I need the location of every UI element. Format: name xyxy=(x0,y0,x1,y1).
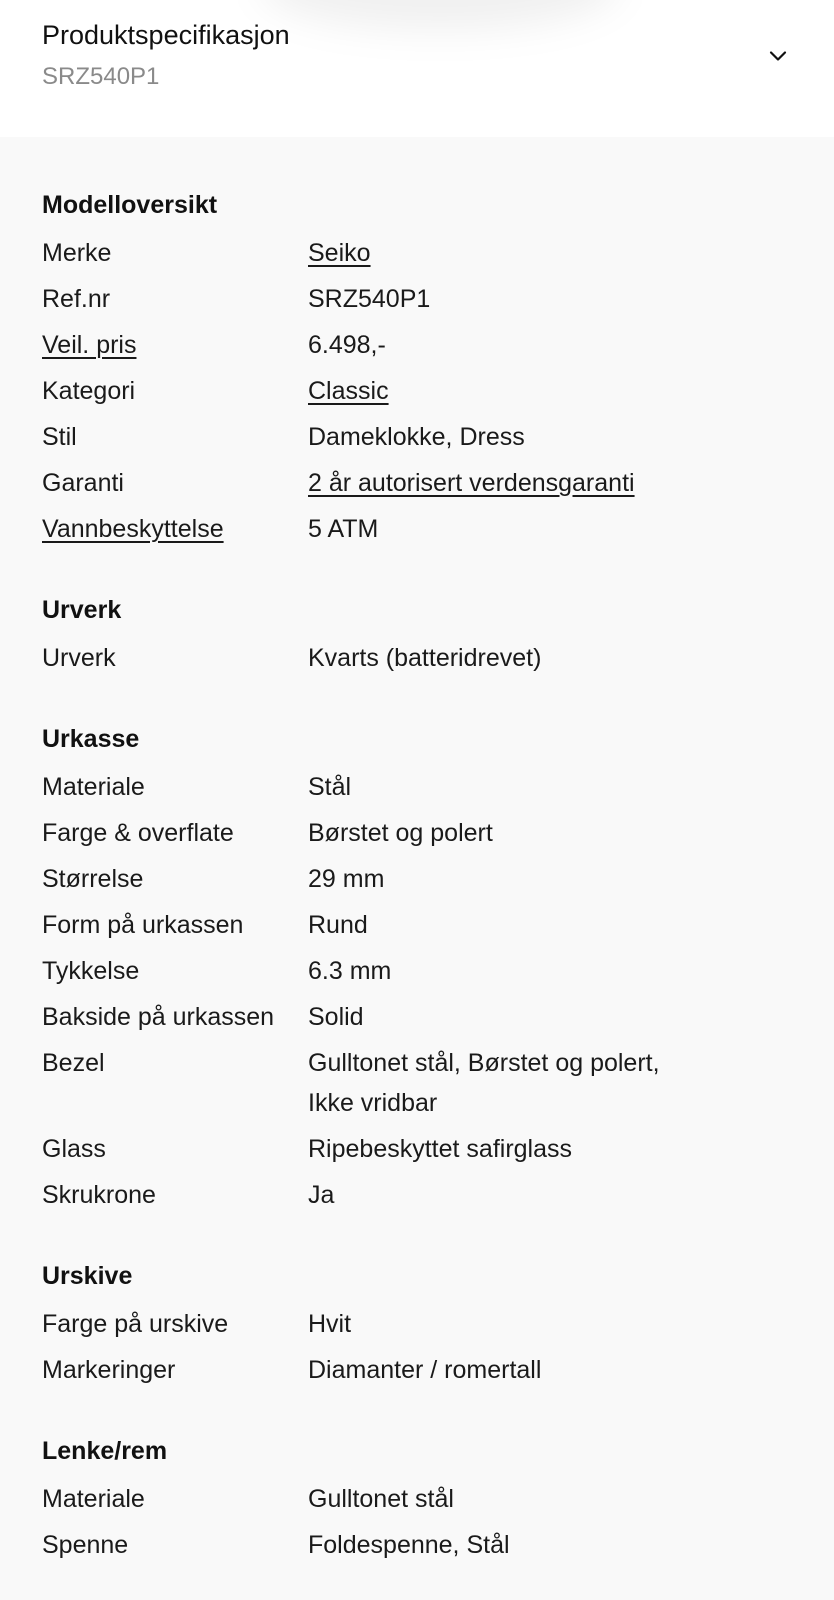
section-urskive xyxy=(42,1261,792,1390)
spec-label-cell xyxy=(42,463,308,503)
spec-row-farge-pa-urskive xyxy=(42,1304,792,1344)
spec-row-storrelse xyxy=(42,859,792,899)
spec-value[interactable]: Classic xyxy=(308,377,389,405)
spec-label: Farge & overflate xyxy=(42,819,234,847)
spec-row-kategori xyxy=(42,371,792,411)
spec-label: Stil xyxy=(42,423,77,451)
spec-value-cell xyxy=(308,997,698,1037)
spec-label-cell xyxy=(42,1350,308,1390)
spec-row-urverk xyxy=(42,638,792,678)
section-modelloversikt xyxy=(42,190,792,549)
spec-row-veil-pris xyxy=(42,325,792,365)
spec-value[interactable]: Seiko xyxy=(308,239,371,267)
spec-value-cell xyxy=(308,1479,698,1519)
spec-value: Kvarts (batteridrevet) xyxy=(308,644,542,672)
section-urkasse xyxy=(42,724,792,1215)
spec-value-cell xyxy=(308,951,698,991)
header-title: Produktspecifikasjon xyxy=(42,20,290,50)
spec-label: Bezel xyxy=(42,1049,105,1077)
spec-value: Solid xyxy=(308,1003,364,1031)
spec-value-cell xyxy=(308,1525,698,1565)
spec-label-cell xyxy=(42,371,308,411)
spec-row-skrukrone xyxy=(42,1175,792,1215)
spec-label: Farge på urskive xyxy=(42,1310,229,1338)
spec-value-cell xyxy=(308,905,698,945)
spec-value: SRZ540P1 xyxy=(308,285,431,313)
spec-label[interactable]: Vannbeskyttelse xyxy=(42,515,224,543)
spec-label-cell xyxy=(42,1175,308,1215)
spec-label-cell xyxy=(42,417,308,457)
spec-label: Kategori xyxy=(42,377,136,405)
spec-label-cell xyxy=(42,509,308,549)
spec-label: Materiale xyxy=(42,773,145,801)
spec-value-cell xyxy=(308,859,698,899)
spec-row-stil xyxy=(42,417,792,457)
spec-label-cell xyxy=(42,997,308,1037)
spec-label: Materiale xyxy=(42,1485,145,1513)
spec-value: Dameklokke, Dress xyxy=(308,423,525,451)
spec-row-tykkelse xyxy=(42,951,792,991)
spec-label: Merke xyxy=(42,239,112,267)
spec-label-cell xyxy=(42,859,308,899)
spec-value: Ripebeskyttet safirglass xyxy=(308,1135,573,1163)
spec-label-cell xyxy=(42,1043,308,1123)
spec-row-materiale xyxy=(42,1479,792,1519)
spec-label-cell xyxy=(42,813,308,853)
spec-value-cell xyxy=(308,1304,698,1344)
spec-value-cell xyxy=(308,1043,698,1123)
spec-label: Bakside på urkassen xyxy=(42,1003,275,1031)
spec-value-cell xyxy=(308,767,698,807)
spec-label-cell xyxy=(42,325,308,365)
spec-value: Rund xyxy=(308,911,368,939)
section-title: Modelloversikt xyxy=(42,191,218,219)
spec-value-cell xyxy=(308,325,698,365)
spec-label-cell xyxy=(42,951,308,991)
spec-label: Størrelse xyxy=(42,865,144,893)
spec-row-farge-and-overflate xyxy=(42,813,792,853)
spec-value-cell xyxy=(308,1129,698,1169)
spec-value-cell xyxy=(308,813,698,853)
spec-row-bezel xyxy=(42,1043,792,1123)
spec-label: Spenne xyxy=(42,1531,129,1559)
spec-value-cell xyxy=(308,417,698,457)
chevron-down-icon[interactable] xyxy=(766,44,790,68)
spec-value[interactable]: 2 år autorisert verdensgaranti xyxy=(308,469,635,497)
spec-value-cell xyxy=(308,279,698,319)
spec-label: Glass xyxy=(42,1135,106,1163)
spec-value: Stål xyxy=(308,773,352,801)
spec-label[interactable]: Veil. pris xyxy=(42,331,137,359)
spec-row-bakside-pa-urkassen xyxy=(42,997,792,1037)
spec-value-cell xyxy=(308,638,698,678)
spec-value: 6.498,- xyxy=(308,331,386,359)
spec-row-glass xyxy=(42,1129,792,1169)
spec-value: 5 ATM xyxy=(308,515,379,543)
spec-value: Diamanter / romertall xyxy=(308,1356,542,1384)
spec-label-cell xyxy=(42,233,308,273)
spec-label-cell xyxy=(42,1304,308,1344)
section-title: Lenke/rem xyxy=(42,1437,168,1465)
spec-value-cell xyxy=(308,463,698,503)
spec-value-cell xyxy=(308,1350,698,1390)
spec-label: Urverk xyxy=(42,644,116,672)
spec-label-cell xyxy=(42,1129,308,1169)
spec-value-cell xyxy=(308,371,698,411)
section-title: Urverk xyxy=(42,596,122,624)
spec-row-merke xyxy=(42,233,792,273)
spec-row-garanti xyxy=(42,463,792,503)
spec-value: Hvit xyxy=(308,1310,352,1338)
spec-value-cell xyxy=(308,233,698,273)
spec-content xyxy=(0,137,834,1565)
spec-label: Form på urkassen xyxy=(42,911,244,939)
spec-label-cell xyxy=(42,1525,308,1565)
spec-label-cell xyxy=(42,905,308,945)
spec-value: Ja xyxy=(308,1181,335,1209)
spec-label: Tykkelse xyxy=(42,957,140,985)
spec-row-markeringer xyxy=(42,1350,792,1390)
spec-row-spenne xyxy=(42,1525,792,1565)
section-urverk xyxy=(42,595,792,678)
spec-label-cell xyxy=(42,1479,308,1519)
spec-row-form-pa-urkassen xyxy=(42,905,792,945)
spec-label: Skrukrone xyxy=(42,1181,156,1209)
section-title: Urkasse xyxy=(42,725,140,753)
spec-value-cell xyxy=(308,1175,698,1215)
spec-value: Gulltonet stål xyxy=(308,1485,454,1513)
spec-value: Gulltonet stål, Børstet og polert, Ikke vridbar xyxy=(308,1049,660,1117)
spec-header[interactable] xyxy=(0,0,834,137)
spec-label-cell xyxy=(42,767,308,807)
spec-value: 6.3 mm xyxy=(308,957,392,985)
spec-row-materiale xyxy=(42,767,792,807)
spec-label-cell xyxy=(42,638,308,678)
spec-label: Garanti xyxy=(42,469,124,497)
spec-label-cell xyxy=(42,279,308,319)
spec-value: Børstet og polert xyxy=(308,819,493,847)
spec-value: Foldespenne, Stål xyxy=(308,1531,510,1559)
spec-value: 29 mm xyxy=(308,865,385,893)
spec-row-ref-nr xyxy=(42,279,792,319)
section-lenke-rem xyxy=(42,1436,792,1565)
spec-label: Ref.nr xyxy=(42,285,111,313)
spec-label: Markeringer xyxy=(42,1356,176,1384)
header-reference: SRZ540P1 xyxy=(42,63,160,90)
section-title: Urskive xyxy=(42,1262,133,1290)
spec-row-vannbeskyttelse xyxy=(42,509,792,549)
spec-value-cell xyxy=(308,509,698,549)
